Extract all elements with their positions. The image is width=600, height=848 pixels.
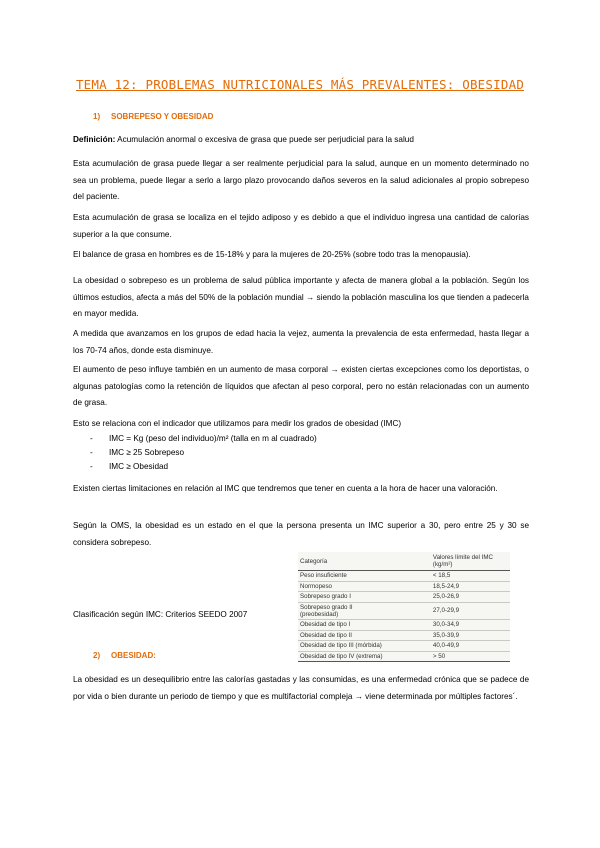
- imc-classification-table: [298, 552, 510, 662]
- value-cell: < 18,5: [389, 571, 510, 582]
- category-cell: Obesidad de tipo IV (extrema): [298, 651, 389, 662]
- value-cell: 35,0-39,9: [389, 630, 510, 641]
- definition-text: Acumulación anormal o excesiva de grasa que puede ser perjudicial para la salud: [115, 135, 414, 144]
- category-cell: Normopeso: [298, 581, 389, 592]
- column-header: Categoría: [298, 552, 389, 571]
- list-item: - IMC ≥ 25 Sobrepeso: [73, 446, 317, 460]
- paragraph: Esto se relaciona con el indicador que utilizamos para medir los grados de obesidad (IMC): [73, 419, 402, 428]
- paragraph: El aumento de peso influye también en un aumento de masa corporal → existen ciertas excepciones como los deportistas, o algunas patologías como la retención de líquidos que afectan al peso corporal, pero no están relacionadas con un aumento de grasa.: [73, 365, 529, 407]
- limitations-paragraph: Existen ciertas limitaciones en relación al IMC que tendremos que tener en cuenta a la hora de hacer una valoración.: [73, 484, 498, 493]
- value-cell: 25,0-26,9: [389, 592, 510, 603]
- category-cell: Obesidad de tipo II: [298, 630, 389, 641]
- value-cell: 30,0-34,9: [389, 620, 510, 631]
- imc-formula-list: [73, 432, 317, 474]
- definition-label: Definición:: [73, 135, 116, 144]
- obesidad-paragraph: La obesidad es un desequilibrio entre las calorías gastadas y las consumidas, es una enfermedad crónica que se padece de por vida o bien durante un periodo de tiempo y que es multifactorial compleja → viene determinada por múltiples factores´.: [73, 675, 529, 701]
- value-cell: 18,5-24,9: [389, 581, 510, 592]
- table-row: [298, 571, 510, 582]
- category-cell: Sobrepeso grado I: [298, 592, 389, 603]
- table-row: [298, 581, 510, 592]
- table-row: [298, 592, 510, 603]
- page-title: TEMA 12: PROBLEMAS NUTRICIONALES MÁS PREVALENTES: OBESIDAD: [75, 77, 525, 92]
- table-row: [298, 641, 510, 652]
- category-cell: Sobrepeso grado II (preobesidad): [298, 602, 389, 620]
- value-cell: 27,0-29,9: [389, 602, 510, 620]
- table-row: [298, 630, 510, 641]
- section-number: 1): [93, 112, 101, 121]
- table-header-row: [298, 552, 510, 571]
- column-header: Valores límite del IMC (kg/m²): [389, 552, 510, 571]
- clasificacion-label: Clasificación según IMC: Criterios SEEDO 2007: [73, 610, 248, 619]
- paragraph: La obesidad o sobrepeso es un problema de salud pública importante y afecta de manera global a la población. Según los últimos estudios, afecta a más del 50% de la población mundial → siendo la población masculina los que tienden a padecerla en mayor medida.: [73, 276, 529, 318]
- section-number: 2): [93, 651, 101, 660]
- table-row: [298, 620, 510, 631]
- table-row: [298, 651, 510, 662]
- paragraph: El balance de grasa en hombres es de 15-18% y para la mujeres de 20-25% (sobre todo tras la menopausia).: [73, 250, 471, 259]
- list-item: - IMC = Kg (peso del individuo)/m² (talla en m al cuadrado): [73, 432, 317, 446]
- section-label: SOBREPESO Y OBESIDAD: [111, 112, 214, 121]
- category-cell: Obesidad de tipo III (mórbida): [298, 641, 389, 652]
- section-label: OBESIDAD:: [111, 651, 156, 660]
- paragraph: A medida que avanzamos en los grupos de edad hacia la vejez, aumenta la prevalencia de esta enfermedad, hasta llegar a los 70-74 años, donde esta disminuye.: [73, 329, 529, 355]
- paragraph: Esta acumulación de grasa puede llegar a ser realmente perjudicial para la salud, aunque en un momento determinado no sea un problema, puede llegar a serlo a largo plazo provocando daños severos en la salud adicionales al propio sobrepeso del paciente.: [73, 159, 529, 201]
- category-cell: Peso insuficiente: [298, 571, 389, 582]
- list-item: - IMC ≥ Obesidad: [73, 460, 317, 474]
- oms-paragraph: Según la OMS, la obesidad es un estado en el que la persona presenta un IMC superior a 30, pero entre 25 y 30 se considera sobrepeso.: [73, 521, 529, 547]
- section-heading-sobrepeso: [93, 112, 213, 121]
- paragraph: Esta acumulación de grasa se localiza en el tejido adiposo y es debido a que el individuo ingresa una cantidad de calorías superior a la que consume.: [73, 213, 529, 239]
- table-row: [298, 602, 510, 620]
- section-heading-obesidad: [93, 651, 156, 660]
- definition-paragraph: [73, 132, 529, 149]
- value-cell: 40,0-49,9: [389, 641, 510, 652]
- category-cell: Obesidad de tipo I: [298, 620, 389, 631]
- value-cell: > 50: [389, 651, 510, 662]
